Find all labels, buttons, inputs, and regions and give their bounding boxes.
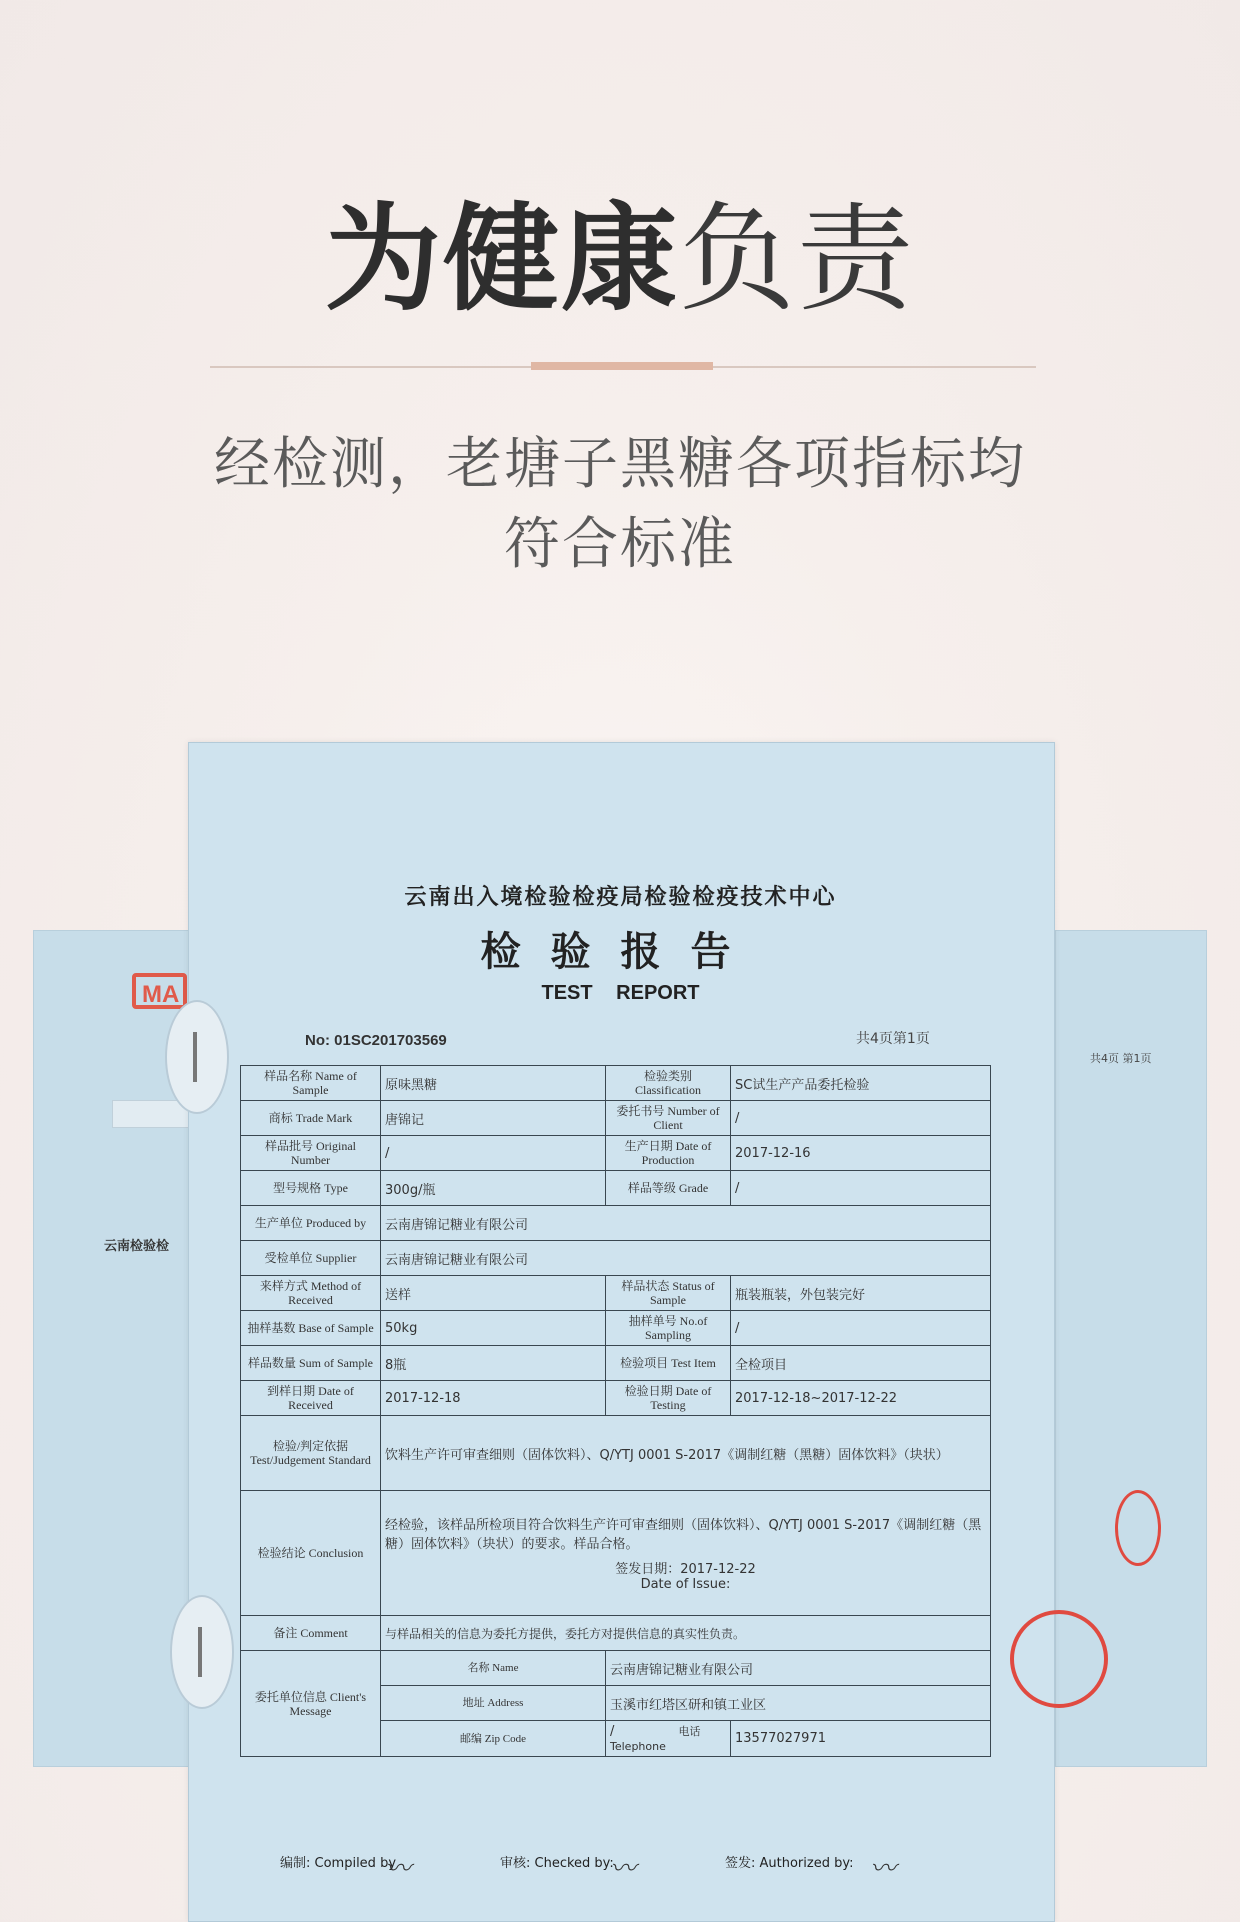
table-label: 样品数量 Sum of Sample [241, 1346, 381, 1381]
table-row [241, 1241, 991, 1276]
table-value: 2017-12-18 [381, 1381, 606, 1416]
zip-value: / [610, 1724, 615, 1739]
table-row [241, 1491, 991, 1616]
table-label: 生产单位 Produced by [241, 1206, 381, 1241]
table-label: 来样方式 Method of Received [241, 1276, 381, 1311]
table-value: 50kg [381, 1311, 606, 1346]
table-label: 抽样单号 No.of Sampling [606, 1311, 731, 1346]
table-label: 抽样基数 Base of Sample [241, 1311, 381, 1346]
table-row [241, 1381, 991, 1416]
table-value: / [731, 1171, 991, 1206]
table-row [241, 1616, 991, 1651]
table-label: 检验项目 Test Item [606, 1346, 731, 1381]
table-label: 备注 Comment [241, 1616, 381, 1651]
table-label: 样品等级 Grade [606, 1171, 731, 1206]
table-row [241, 1101, 991, 1136]
authorized-by: 签发: Authorized by: [725, 1856, 854, 1871]
table-label: 地址 Address [381, 1686, 606, 1721]
table-row [241, 1346, 991, 1381]
table-value: 8瓶 [381, 1346, 606, 1381]
table-value: 13577027971 [731, 1721, 991, 1757]
table-label: 到样日期 Date of Received [241, 1381, 381, 1416]
table-label: 商标 Trade Mark [241, 1101, 381, 1136]
table-row [241, 1206, 991, 1241]
page-count: 共4页第1页 [856, 1031, 930, 1047]
table-value: 云南唐锦记糖业有限公司 [606, 1651, 991, 1686]
compiled-by: 编制: Compiled by [280, 1856, 397, 1871]
report-title-en: TEST REPORT [541, 982, 700, 1004]
table-label: 检验类别 Classification [606, 1066, 731, 1101]
table-label: 型号规格 Type [241, 1171, 381, 1206]
issue-date-en: Date of Issue: [640, 1577, 731, 1592]
binder-clip-bottom [170, 1595, 234, 1709]
table-value: 全检项目 [731, 1346, 991, 1381]
binder-clip-top [165, 1000, 229, 1114]
page-title [0, 192, 1240, 327]
table-row [241, 1276, 991, 1311]
table-row [241, 1416, 991, 1491]
report-number: No: 01SC201703569 [305, 1032, 447, 1049]
table-value: 送样 [381, 1276, 606, 1311]
table-row [241, 1066, 991, 1101]
table-label: 检验日期 Date of Testing [606, 1381, 731, 1416]
table-label: 检验/判定依据 Test/Judgement Standard [241, 1416, 381, 1491]
table-label: 生产日期 Date of Production [606, 1136, 731, 1171]
table-value: 2017-12-16 [731, 1136, 991, 1171]
table-label: 受检单位 Supplier [241, 1241, 381, 1276]
signature-compiled: 〰 [385, 1854, 412, 1884]
table-label: 样品批号 Original Number [241, 1136, 381, 1171]
table-label: 样品名称 Name of Sample [241, 1066, 381, 1101]
red-seal-stamp [1010, 1610, 1108, 1708]
table-value: 原味黑糖 [381, 1066, 606, 1101]
table-value: / [381, 1136, 606, 1171]
table-value: 饮料生产许可审查细则（固体饮料）、Q/YTJ 0001 S-2017《调制红糖（黑糖）固体饮料》（块状） [381, 1416, 991, 1491]
table-label: 样品状态 Status of Sample [606, 1276, 731, 1311]
table-value: 与样品相关的信息为委托方提供，委托方对提供信息的真实性负责。 [381, 1616, 991, 1651]
cma-logo: MA [132, 973, 187, 1009]
table-value: / [731, 1311, 991, 1346]
table-value: 云南唐锦记糖业有限公司 [381, 1206, 991, 1241]
table-value: 云南唐锦记糖业有限公司 [381, 1241, 991, 1276]
subtitle-line-2: 符合标准 [504, 512, 736, 577]
report-table [240, 1065, 991, 1757]
table-row [241, 1311, 991, 1346]
signature-checked: 〰 [610, 1854, 637, 1884]
table-value: 玉溪市红塔区研和镇工业区 [606, 1686, 991, 1721]
table-row [241, 1136, 991, 1171]
table-row [241, 1171, 991, 1206]
right-sheet-pages: 共4页 第1页 [1090, 1052, 1152, 1065]
table-value [381, 1491, 991, 1616]
left-sheet-tag: 云南检验检 [104, 1239, 170, 1254]
issue-date: 签发日期：2017-12-22 [615, 1562, 756, 1577]
table-label: 名称 Name [381, 1651, 606, 1686]
table-row [241, 1651, 991, 1686]
table-value: 2017-12-18~2017-12-22 [731, 1381, 991, 1416]
conclusion-text: 经检验，该样品所检项目符合饮料生产许可审查细则（固体饮料）、Q/YTJ 0001 S-2017《调制红糖（黑糖）固体饮料》（块状）的要求。样品合格。 [385, 1518, 982, 1552]
report-title-zh: 检验报告 [480, 929, 761, 975]
table-value: / [731, 1101, 991, 1136]
subtitle-line-1: 经检测，老塘子黑糖各项指标均 [214, 432, 1026, 497]
checked-by: 审核: Checked by: [500, 1856, 614, 1871]
table-value: SC试生产产品委托检验 [731, 1066, 991, 1101]
table-label: 委托单位信息 Client's Message [241, 1651, 381, 1757]
table-value [606, 1721, 731, 1757]
subtitle [0, 425, 1240, 585]
title-bold: 为健康 [325, 192, 679, 327]
table-value: 唐锦记 [381, 1101, 606, 1136]
organization-name: 云南出入境检验检疫局检验检疫技术中心 [404, 885, 837, 910]
table-label: 委托书号 Number of Client [606, 1101, 731, 1136]
table-value: 300g/瓶 [381, 1171, 606, 1206]
signature-authorized: 〰 [870, 1854, 897, 1884]
table-value: 瓶装瓶装，外包装完好 [731, 1276, 991, 1311]
table-label: 检验结论 Conclusion [241, 1491, 381, 1616]
title-light: 负责 [679, 192, 915, 327]
table-label: 邮编 Zip Code [381, 1721, 606, 1757]
tel-label: 电话 Telephone [610, 1725, 701, 1753]
divider-accent [531, 362, 713, 370]
red-seal-stamp-side [1115, 1490, 1161, 1566]
